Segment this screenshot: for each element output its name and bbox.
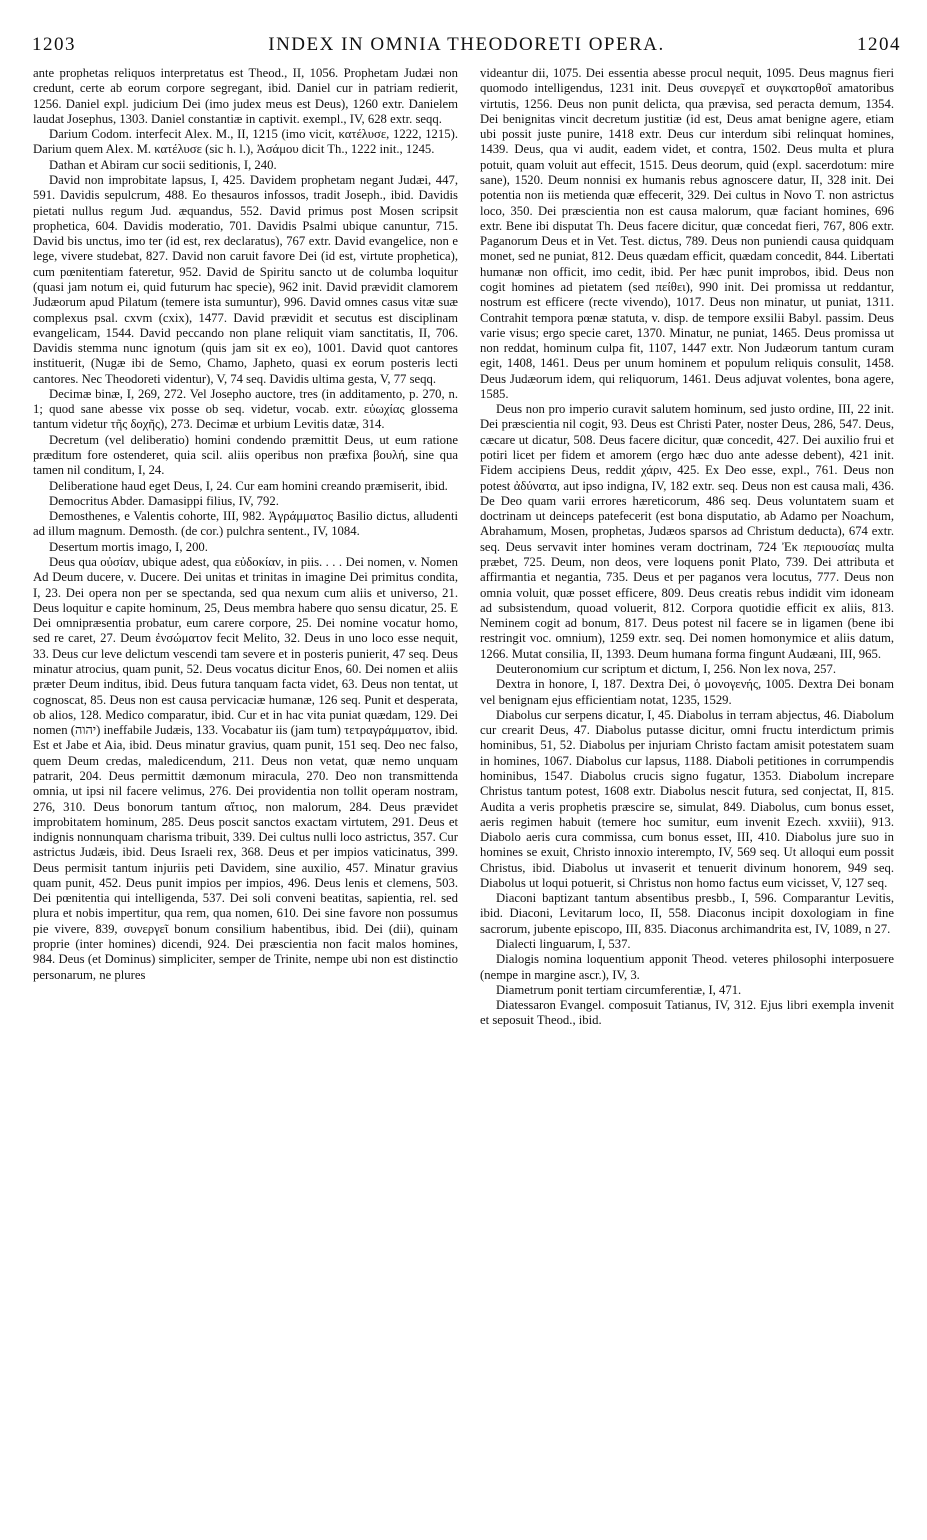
index-entry-desertum: Desertum mortis imago, I, 200.: [49, 539, 208, 554]
index-entry-diabolus: Diabolus cur serpens dicatur, I, 45. Diabolus in terram abjectus, 46. Diabolum cur crearit Deus, 47. Diabolus putasse dicitur, omni fructu interdictum primis hominibus, 51, 52. Diabolus per injuriam Christo factam amisit potestatem suam in homines, 1067. Diabolus cur lapsus, 1188. Diaboli petitiones in corrumpendis hominibus, 1547. Diabolus crucis signo fugatur, 1353. Diabolum increpare Christus tantum potest, 1608 extr. Diabolus nescit futura, sed conjectat, II, 815. Audita a veris prophetis præscire se, simulat, 849. Diabolus, cum bonus esset, aeris regimen habuit (temere hoc sumitur, eum invenit Ezech. xxviii), 913. Diabolo aeris cura commissa, cum bonus esset, III, 410. Diabolus jure suo in homines se exuit, Christo innoxio interempto, IV, 569 seq. Ut alloqui eum possit Christus, ibid. Diabolus ut invaserit et tenuerit divinum honorem, 949 seq. Diabolus ut loqui potuerit, si Christus non homo factus eum vicisset, V, 127 seq.: [480, 707, 894, 890]
index-entry-deus-pro-imperio: Deus non pro imperio curavit salutem hominum, sed justo ordine, III, 22 init. Dei præscientia nil cogit, 93. Deus est Christi Pater, noster Deus, 286, 547. Deus, cæcare ut dicatur, 508. Deus facere dicitur, quæ concedit, 427. Dei auxilio frui et potiri licet per fidem et amorem (ergo hæc duo ante adesse debent), 421 init. Fidem accipiens Deus, reddit χάριν, 425. Ex Deo esse, expl., 761. Deus non potest ἀδύνατα, aut ipso indigna, IV, 182 extr. seq. Deus non est causa mali, 436. De Deo quam varii errores hæreticorum, 486 seq. Deus voluntatem suam et doctrinam ut deinceps patefecerit (est bona disputatio, ab Adamo per Noachum, Abrahamum, Mosen, prophetas, Judæos sparsos ad Christum deducta), 674 extr. seq. Deus servavit inter homines veram doctrinam, 724 Ἐκ περιουσίας multa præbet, 725. Deum, non deos, vere loquens ponit Plato, 739. Dei attributa et affirmantia et negantia, 735. Deus et per paganos vera locutus, 777. Deus non omnia voluit, quæ posset efficere, 809. Deus creatis rebus indidit vim idoneam ad subsistendum, quoad voluerit, 812. Corpora quotidie efficit ex aliis, 813. Neminem cogit ad bonum, 817. Deus potest nil facere se in ligamen (bene ibi restringit voc. omnium), 1259 extr. seq. Dei nomen homonymice et aliis datum, 1266. Mutat consilia, II, 1393. Deum humana forma fingunt Audæani, III, 965.: [480, 402, 894, 661]
page-header: [32, 30, 901, 64]
index-entry-deuteronomium: Deuteronomium cur scriptum et dictum, I, 256. Non lex nova, 257.: [496, 661, 837, 676]
index-entry-deliberatione: Deliberatione haud eget Deus, I, 24. Cur eam homini creando præmiserit, ibid.: [49, 478, 448, 493]
index-entry-decimae: Decimæ binæ, I, 269, 272. Vel Josepho auctore, tres (in additamento, p. 270, n. 1; quod sane abesse vix posse ob seq. videtur, vocab. extr. εὐωχίας glossema tantum videtur τῆς δοχῆς), 273. Decimæ et urbium Levitis datæ, 314.: [33, 386, 458, 432]
index-entry-darium: Darium Codom. interfecit Alex. M., II, 1215 (imo vicit, κατέλυσε, 1222, 1215). Darium quem Alex. M. κατέλυσε (sic h. l.), Ἀσάμου dicit Th., 1222 init., 1245.: [33, 127, 458, 157]
index-entry-dextra: Dextra in honore, I, 187. Dextra Dei, ὁ μονογενής, 1005. Dextra Dei bonam vel benignam ejus efficientiam notat, 1235, 1529.: [480, 677, 894, 707]
index-entry-dathan: Dathan et Abiram cur socii seditionis, I, 240.: [49, 157, 277, 172]
index-entry-deus: Deus qua οὐσίαν, ubique adest, qua εὐδοκίαν, in piis. . . . Dei nomen, v. Nomen Ad Deum ducere, v. Ducere. Dei unitas et trinitas in imagine Dei primitus condita, I, 23. Dei opera non per se spectanda, sed qua nexum cum aliis et universo, 21. Deus loquitur e capite hominum, 25, Deus membra habere quo sensu dicatur, 25. E Dei omnipræsentia probatur, eum carere corpore, 25. Dei nomine vocatur homo, sed re caret, 27. Deum ἐνσώματον fecit Melito, 32. Deus in uno loco esse nequit, 33. Deus cur leve delictum vescendi tam severe et in posteris punierit, 47 seq. Deus minatur atrocius, quam punit, 52. Deus vocatus dicitur Enos, 60. Dei nomen et aliis præter Deum inditus, ibid. Deus futura tanquam facta videt, 63. Deus non tentat, ut cognoscat, 85. Deus non est causa pervicaciæ humanæ, 126 seq. Punit et desperata, ob alios, 128. Medico comparatur, ibid. Cur et in hac vita puniat quædam, 129. Dei nomen (יהוה) ineffabile Judæis, 133. Vocabatur iis (jam tum) τετραγράμματον, ibid. Est et Jabe et Aia, ibid. Deus minatur gravius, quam punit, 151 seq. Deo nec falso, quem Deum credas, maledicendum, 211. Deus non vetat, quæ nemo unquam patrarit, 204. Deus permittit dæmonum miracula, 270. Deo non transmittenda omnia, ut ipsi nil facere velimus, 276. Dei providentia non tollit operam nostram, 276, 310. Deus bonorum tantum αἴτιος, non malorum, 284. Deus prævidet improbitatem hominum, 285. Deus poscit sanctos exactam virtutem, 291. Deus et indignis nonnunquam charisma tribuit, 339. Dei cultus nulli loco astrictus, 357. Cur astrictus Judæis, ibid. Deus Israeli rex, 368. Deus et per impios vaticinatus, 399. Deus permisit tantum injuriis peti Davidem, sine auxilio, 457. Minatur gravius quam punit, 452. Deus punit impios per impios, 496. Deus lenis et clemens, 503. Dei pœnitentia qui intelligenda, 537. Dei soli conveni beatitas, sapientia, rel. sed plura et nobis impertitur, qua rem, qua nomen, 610. Dei sine favore non possumus pie vivere, 839, συνεργεῖ bonum consilium habentibus, ibid. Dei (dii), quinam proprie (inter homines) dicendi, 924. Dei præscientia non facit malos homines, 984. Deus (et Dominus) simpliciter, semper de Trinite, nempe ubi non est distinctio personarum, ne plures: [33, 555, 458, 982]
index-entry-dialecti: Dialecti linguarum, I, 537.: [496, 937, 631, 952]
index-entry-daniel: ante prophetas reliquos interpretatus est Theod., II, 1056. Prophetam Judæi non credunt, certe ab eorum corpore segregant, ibid. Daniel cur in patriam redierit, 1256. Daniel expl. judicium Dei (imo judex meus est Deus), 1260 extr. Danielem laudat Josephus, 1303. Daniel constantiæ in captivit. exempl., IV, 628 extr. seqq.: [33, 66, 458, 126]
index-entry-decretum: Decretum (vel deliberatio) homini condendo præmittit Deus, ut eum ratione præditum fore ostenderet, quia scil. aliis operibus non præfixa βουλή, sine qua tamen nil conditum, I, 24.: [33, 432, 458, 478]
running-title: INDEX IN OMNIA THEODORETI OPERA.: [268, 34, 665, 55]
index-entry-diatessaron: Diatessaron Evangel. composuit Tatianus, IV, 312. Ejus libri exempla invenit et seposuit Theod., ibid.: [480, 998, 894, 1028]
index-entry-david: David non improbitate lapsus, I, 425. Davidem prophetam negant Judæi, 447, 591. Davidis sepulcrum, 488. Eo thesauros infossos, tradit Joseph., ibid. Davidis pietati nullus regum Jud. æquandus, 552. David primus post Mosen scripsit prophetica, 604. Davidis moderatio, 701. Davidis Psalmi ubique canuntur, 715. David bis unctus, imo ter (id est, rex declaratus), 767 extr. David evangelice, non e lege, vivere studebat, 827. David non caruit favore Dei (id est, virtute prophetica), cum pœnitentiam fateretur, 952. David de Spiritu sancto ut de columba loquitur (quasi jam notum ei, quid futurum hac specie), 962 init. David prævidit clamorem Judæorum apud Pilatum (temere ista sumuntur), 996. David omnes casus vitæ suæ complexus psal. cxvm (cxix), 1477. David prævidit et secutus est disciplinam evangelicam, 1544. David peccando non plane reliquit viam sanctitatis, II, 706. Davidis stemma nunc ignotum (quis jam sit ex eo), 1001. David quot cantores instituerit, (Nugæ ibi de Semo, Chamo, Japheto, quasi ex eorum posteris lecti cantores. Nec Theodoreti videntur), V, 74 seq. Davidis ultima gesta, V, 77 seqq.: [33, 172, 458, 386]
right-column: [480, 66, 894, 1528]
page-number-right: 1204: [857, 34, 901, 55]
index-entry-diaconi: Diaconi baptizant tantum absentibus presbb., I, 596. Comparantur Levitis, ibid. Diaconi, Levitarum loco, II, 558. Diaconus incipit doxologiam in fine sacrorum, jubente episcopo, III, 835. Diaconus archimandrita est, IV, 1089, n 27.: [480, 891, 894, 936]
index-entry-dialogis: Dialogis nomina loquentium apponit Theod. veteres philosophi interposuere (nempe in margine ascr.), IV, 3.: [480, 952, 894, 982]
page-number-left: 1203: [32, 34, 76, 55]
index-entry-diametrum: Diametrum ponit tertiam circumferentiæ, I, 471.: [496, 982, 742, 997]
index-entry-democritus: Democritus Abder. Damasippi filius, IV, 792.: [49, 493, 279, 508]
left-column: [33, 66, 458, 1528]
index-entry-deus-continued: videantur dii, 1075. Dei essentia abesse procul nequit, 1095. Deus magnus fieri quomodo intelligendus, 1231 init. Deus συνεργεῖ et συγκατορθοῖ amatoribus virtutis, 1256. Deus non punit delicta, qua prævisa, sed peracta demum, 1354. Dei benignitas vincit decretum justitiæ (id est, Deus amat benigne agere, etiam ubi possit juste punire, 1418 extr. Deus cur interdum sibi relinquat homines, 1439. Deus, qua vi audit, eadem videt, et contra, 1502. Deus multa et plura potuit, quam voluit aut effecit, 1515. Deus deorum, quid (expl. sacerdotum: mire sane), 1520. Deum nonnisi ex humanis rebus agnoscere datur, II, 328 init. Dei potentia non iis metienda quæ effecerit, 329. Dei cultus in Novo T. non astrictus loco, 350. Dei præscientia non est causa malorum, quæ faciant homines, 696 extr. Bene ibi disputat Th. Deus facere dicitur, quæ concedat fieri, 767, 806 extr. Paganorum Deus et in Vet. Test. dictus, 789. Deus non puniendi causa quidquam monet, sed ne puniat, 812. Deus quædam efficit, quædam concedit, 844. Libertati humanæ non officit, imo cedit, ibid. Per hæc punit improbos, ibid. Deus non cogit homines ad pietatem (sed πείθει), 990 init. Dei promissa ut reddantur, nostrum est efficere (recte vivendo), 1017. Deus non minatur, ut puniat, 1311. Contrahit tempora pœnæ statuta, v. disp. de tempore exsilii Babyl. passim. Deus varie visus; ergo specie caret, 1370. Minatur, ne puniat, 1465. Deus promissa ut non reddat, hominum culpa fit, 1107, 1447 extr. Non Judæorum tantum curam egit, 1408, 1461. Deus per unum hominem et populum reliquis consulit, 1458. Deus Judæorum idem, qui reliquorum, 1461. Deus adjuvat volentes, bona agere, 1585.: [480, 66, 894, 401]
index-entry-demosthenes: Demosthenes, e Valentis cohorte, III, 982. Ἀγράμματος Basilio dictus, alludenti ad illum magnum. Demosth. (de cor.) pulchra sentent., IV, 1084.: [33, 509, 458, 539]
